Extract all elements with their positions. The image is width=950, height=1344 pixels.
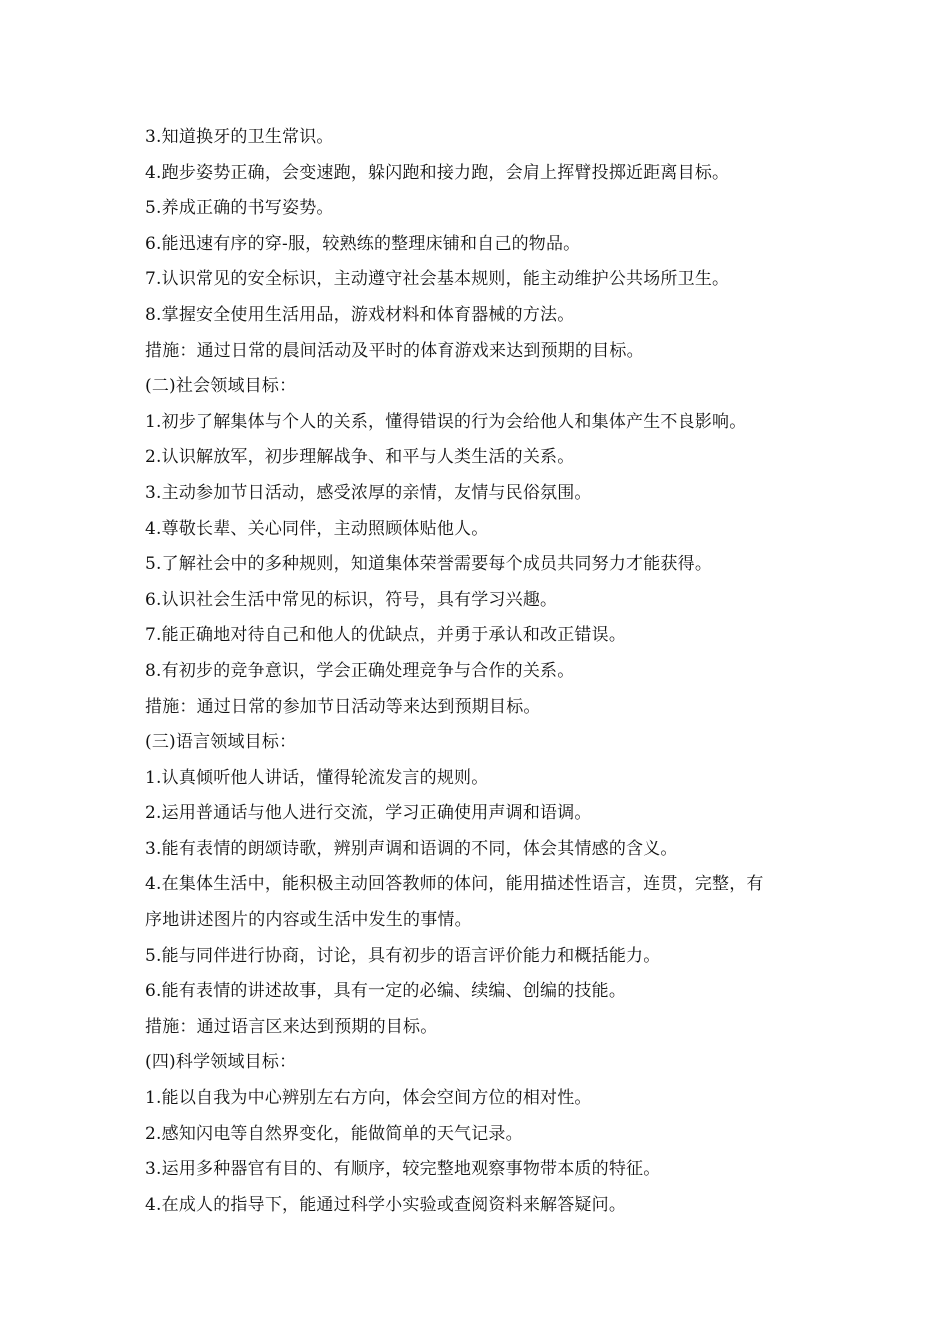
- text-line: 4.在成人的指导下，能通过科学小实验或查阅资料来解答疑问。: [145, 1194, 627, 1215]
- section-heading: (三)语言领域目标：: [145, 732, 297, 753]
- section-heading: (四)科学领域目标：: [145, 1052, 297, 1073]
- text-line: 1.认真倾听他人讲话，懂得轮流发言的规则。: [145, 767, 489, 788]
- text-line: 2.感知闪电等自然界变化，能做简单的天气记录。: [145, 1123, 523, 1144]
- text-line: 6.能有表情的讲述故事，具有一定的必编、续编、创编的技能。: [145, 981, 627, 1002]
- measures-line: 措施：通过日常的晨间活动及平时的体育游戏来达到预期的目标。: [145, 340, 644, 361]
- text-line: 4.在集体生活中，能积极主动回答教师的体问，能用描述性语言，连贯，完整，有: [145, 874, 764, 895]
- text-line: 8.掌握安全使用生活用品，游戏材料和体育器械的方法。: [145, 304, 575, 325]
- text-line: 3.运用多种器官有目的、有顺序，较完整地观察事物带本质的特征。: [145, 1159, 661, 1180]
- text-line: 7.认识常见的安全标识，主动遵守社会基本规则，能主动维护公共场所卫生。: [145, 269, 730, 290]
- text-line: 4.尊敬长辈、关心同伴，主动照顾体贴他人。: [145, 518, 489, 539]
- text-line: 1.初步了解集体与个人的关系，懂得错误的行为会给他人和集体产生不良影响。: [145, 411, 747, 432]
- text-line: 1.能以自我为中心辨别左右方向，体会空间方位的相对性。: [145, 1088, 592, 1109]
- measures-line: 措施：通过日常的参加节日活动等来达到预期目标。: [145, 696, 541, 717]
- text-line: 8.有初步的竞争意识，学会正确处理竞争与合作的关系。: [145, 660, 575, 681]
- section-heading: (二)社会领域目标：: [145, 376, 297, 397]
- measures-line: 措施：通过语言区来达到预期的目标。: [145, 1016, 438, 1037]
- text-line: 3.主动参加节日活动，感受浓厚的亲情，友情与民俗氛围。: [145, 482, 592, 503]
- text-line: 序地讲述图片的内容或生活中发生的事情。: [145, 910, 472, 931]
- text-line: 2.认识解放军，初步理解战争、和平与人类生活的关系。: [145, 447, 575, 468]
- text-line: 2.运用普通话与他人进行交流，学习正确使用声调和语调。: [145, 803, 592, 824]
- text-line: 3.能有表情的朗颂诗歌，辨别声调和语调的不同，体会其情感的含义。: [145, 838, 678, 859]
- text-line: 6.认识社会生活中常见的标识，符号，具有学习兴趣。: [145, 589, 558, 610]
- text-line: 5.了解社会中的多种规则，知道集体荣誉需要每个成员共同努力才能获得。: [145, 554, 713, 575]
- document-body: [145, 120, 817, 1223]
- text-line: 5.能与同伴进行协商，讨论，具有初步的语言评价能力和概括能力。: [145, 945, 661, 966]
- text-line: 4.跑步姿势正确，会变速跑，躲闪跑和接力跑，会肩上挥臂投掷近距离目标。: [145, 162, 730, 183]
- text-line: 7.能正确地对待自己和他人的优缺点，并勇于承认和改正错误。: [145, 625, 627, 646]
- text-line: 3.知道换牙的卫生常识。: [145, 127, 334, 147]
- text-line: 6.能迅速有序的穿-服，较熟练的整理床铺和自己的物品。: [145, 233, 581, 254]
- text-line: 5.养成正确的书写姿势。: [145, 198, 334, 219]
